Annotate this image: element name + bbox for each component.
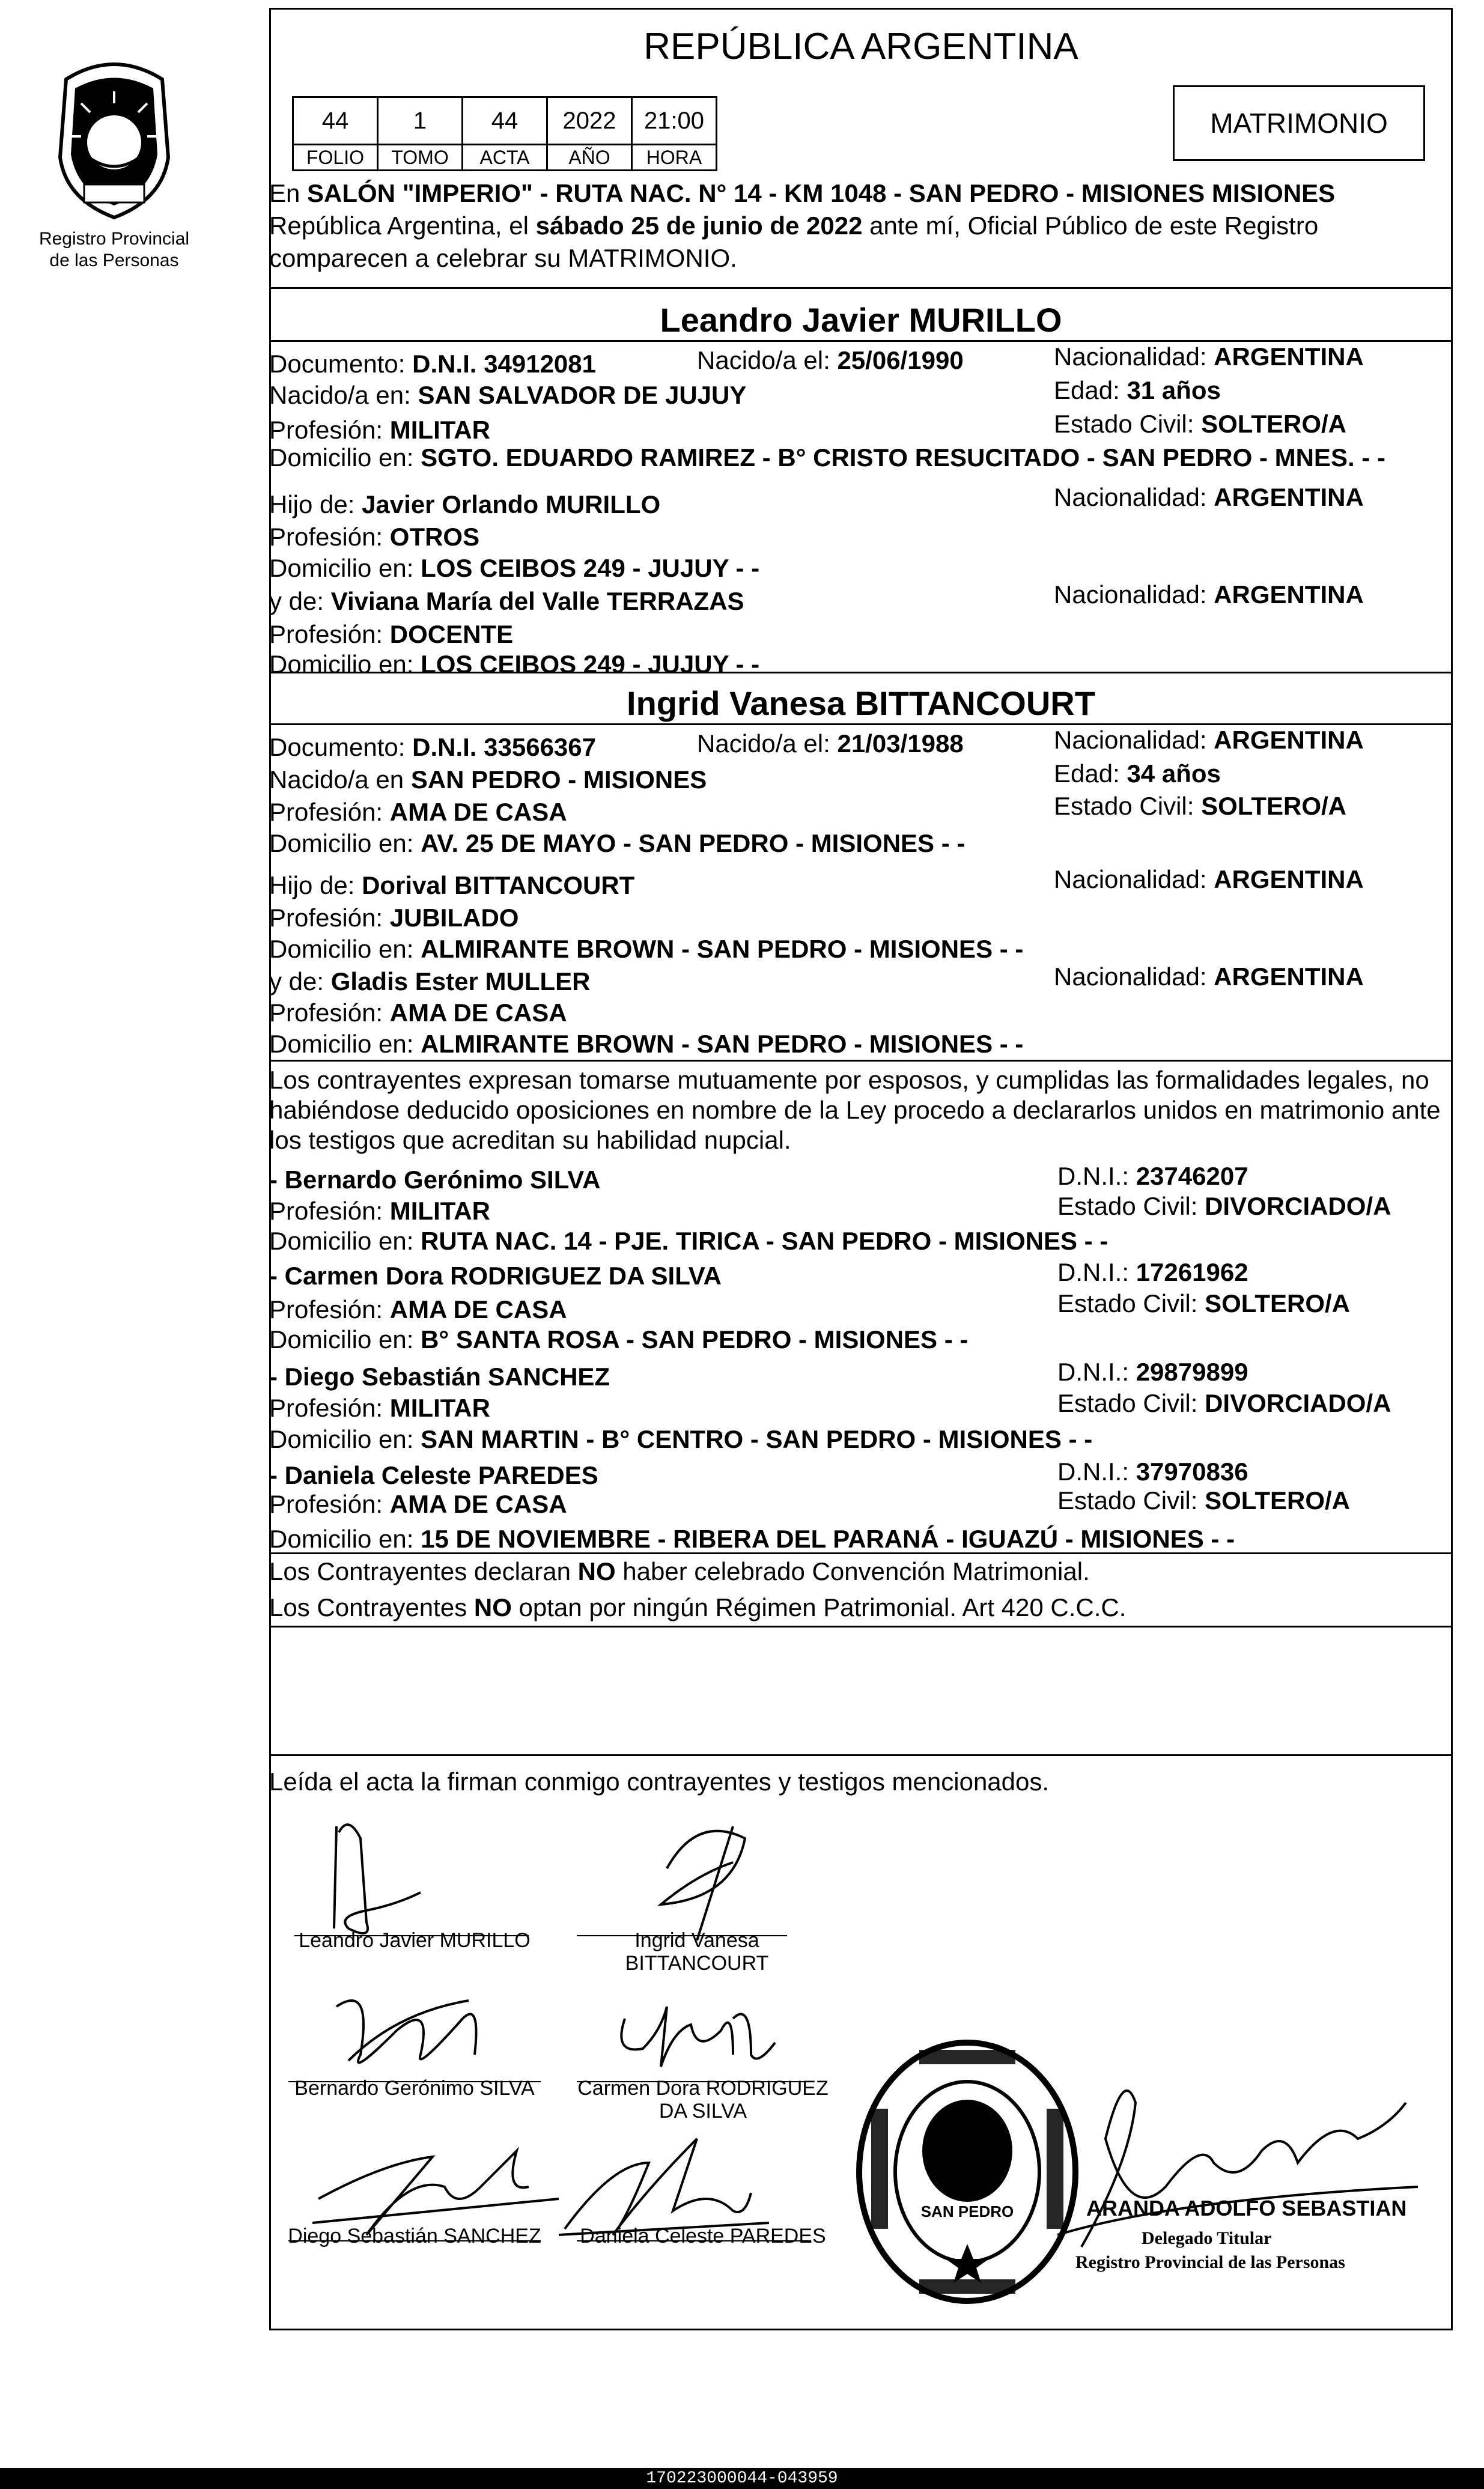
official-office: Registro Provincial de las Personas xyxy=(1075,2252,1345,2272)
groom-father-profession: Profesión: OTROS xyxy=(269,523,480,551)
registry-caption-2: de las Personas xyxy=(49,251,179,270)
sig-groom-name: Leandro Javier MURILLO xyxy=(299,1929,531,1952)
registry-logo xyxy=(42,55,186,223)
misiones-shield-icon xyxy=(42,55,186,223)
convention-line-1: Los Contrayentes declaran NO haber celebrado Convención Matrimonial. xyxy=(269,1557,1090,1585)
sig-w2-name-2: DA SILVA xyxy=(658,2100,747,2123)
sig-w3-name: Diego Sebastián SANCHEZ xyxy=(288,2225,541,2247)
groom-signature-icon xyxy=(334,1825,421,1933)
anio-value: 2022 xyxy=(547,97,632,145)
registry-caption-1: Registro Provincial xyxy=(38,229,190,249)
groom-documento: Documento: D.N.I. 34912081 xyxy=(269,350,596,378)
bride-civil-status: Estado Civil: SOLTERO/A xyxy=(1054,792,1346,820)
witness-4-dni: D.N.I.: 37970836 xyxy=(1057,1457,1248,1486)
witness-1-name: - Bernardo Gerónimo SILVA xyxy=(269,1165,601,1194)
groom-mother-domicile: Domicilio en: LOS CEIBOS 249 - JUJUY - - xyxy=(269,650,760,678)
groom-mother-nationality: Nacionalidad: ARGENTINA xyxy=(1054,580,1364,609)
groom-nacionalidad: Nacionalidad: ARGENTINA xyxy=(1054,342,1364,371)
bride-name-heading: Ingrid Vanesa BITTANCOURT xyxy=(627,684,1095,722)
acta-value: 44 xyxy=(463,97,547,145)
bride-mother: y de: Gladis Ester MULLER xyxy=(269,967,591,995)
groom-name-heading: Leandro Javier MURILLO xyxy=(660,301,1062,339)
witness-2-civil-status: Estado Civil: SOLTERO/A xyxy=(1057,1289,1350,1317)
sig-w2-name-1: Carmen Dora RODRIGUEZ xyxy=(577,2077,829,2100)
bride-father-nationality: Nacionalidad: ARGENTINA xyxy=(1054,865,1364,893)
tomo-label: TOMO xyxy=(378,145,463,171)
witness-1-profession: Profesión: MILITAR xyxy=(269,1197,490,1225)
witness-3-civil-status: Estado Civil: DIVORCIADO/A xyxy=(1057,1389,1391,1417)
witness-3-name: - Diego Sebastián SANCHEZ xyxy=(269,1363,610,1391)
groom-mother-profession: Profesión: DOCENTE xyxy=(269,620,514,648)
anio-label: AÑO xyxy=(547,145,632,171)
official-role: Delegado Titular xyxy=(1142,2228,1272,2248)
page-title: REPÚBLICA ARGENTINA xyxy=(643,26,1078,67)
bride-mother-nationality: Nacionalidad: ARGENTINA xyxy=(1054,962,1364,991)
closing-statement: Leída el acta la firman conmigo contrayentes y testigos mencionados. xyxy=(269,1767,1050,1796)
registry-fields-table xyxy=(292,96,717,171)
witness-1-domicile: Domicilio en: RUTA NAC. 14 - PJE. TIRICA - SAN PEDRO - MISIONES - - xyxy=(269,1227,1108,1255)
groom-father-domicile: Domicilio en: LOS CEIBOS 249 - JUJUY - - xyxy=(269,554,760,582)
witness-3-profession: Profesión: MILITAR xyxy=(269,1394,490,1422)
declaration-line-1: Los contrayentes expresan tomarse mutuamente por esposos, y cumplidas las formalidades legales, no xyxy=(269,1066,1429,1094)
document-type-box: MATRIMONIO xyxy=(1173,85,1425,161)
witness-2-dni: D.N.I.: 17261962 xyxy=(1057,1258,1248,1286)
declaration-line-3: los testigos que acreditan su habilidad nupcial. xyxy=(269,1126,791,1154)
bride-father-profession: Profesión: JUBILADO xyxy=(269,904,519,932)
witness-2-domicile: Domicilio en: B° SANTA ROSA - SAN PEDRO - MISIONES - - xyxy=(269,1325,969,1354)
witness4-signature-icon xyxy=(559,2139,769,2235)
sig-w1-name: Bernardo Gerónimo SILVA xyxy=(294,2077,535,2100)
witness1-signature-icon xyxy=(336,2001,476,2062)
folio-value: 44 xyxy=(293,97,378,145)
witness2-signature-icon xyxy=(621,2007,775,2067)
tomo-value: 1 xyxy=(378,97,463,145)
hora-value: 21:00 xyxy=(632,97,717,145)
intro-line-3: comparecen a celebrar su MATRIMONIO. xyxy=(269,244,737,272)
sig-bride-name-1: Ingrid Vanesa xyxy=(634,1929,759,1952)
sig-w4-name: Daniela Celeste PAREDES xyxy=(580,2225,826,2247)
declaration-line-2: habiéndose deducido oposiciones en nombre de la Ley procedo a declararlos unidos en matrimonio ante xyxy=(269,1096,1441,1124)
bride-profession: Profesión: AMA DE CASA xyxy=(269,798,567,826)
witness-1-dni: D.N.I.: 23746207 xyxy=(1057,1162,1248,1190)
folio-label: FOLIO xyxy=(293,145,378,171)
bride-documento: Documento: D.N.I. 33566367 xyxy=(269,733,596,761)
bride-mother-domicile: Domicilio en: ALMIRANTE BROWN - SAN PEDRO - MISIONES - - xyxy=(269,1030,1024,1058)
groom-father-nationality: Nacionalidad: ARGENTINA xyxy=(1054,483,1364,511)
witness-3-domicile: Domicilio en: SAN MARTIN - B° CENTRO - SAN PEDRO - MISIONES - - xyxy=(269,1425,1093,1453)
witness-4-civil-status: Estado Civil: SOLTERO/A xyxy=(1057,1486,1350,1515)
intro-line-1: En SALÓN "IMPERIO" - RUTA NAC. N° 14 - KM 1048 - SAN PEDRO - MISIONES MISIONES xyxy=(269,179,1336,207)
bride-birthplace: Nacido/a en SAN PEDRO - MISIONES xyxy=(269,765,707,794)
bride-age: Edad: 34 años xyxy=(1054,759,1221,788)
groom-age: Edad: 31 años xyxy=(1054,376,1221,404)
witness-4-profession: Profesión: AMA DE CASA xyxy=(269,1490,567,1518)
convention-line-2: Los Contrayentes NO optan por ningún Régimen Patrimonial. Art 420 C.C.C. xyxy=(269,1593,1127,1621)
witness3-signature-icon xyxy=(312,2151,559,2235)
witness-3-dni: D.N.I.: 29879899 xyxy=(1057,1358,1248,1386)
witness-1-civil-status: Estado Civil: DIVORCIADO/A xyxy=(1057,1192,1391,1220)
groom-profession: Profesión: MILITAR xyxy=(269,416,490,444)
acta-label: ACTA xyxy=(463,145,547,171)
registry-seal-icon xyxy=(853,2037,1081,2307)
bride-father: Hijo de: Dorival BITTANCOURT xyxy=(269,871,635,899)
groom-domicile: Domicilio en: SGTO. EDUARDO RAMIREZ - B° CRISTO RESUCITADO - SAN PEDRO - MNES. - - xyxy=(269,443,1385,472)
sig-bride-name-2: BITTANCOURT xyxy=(625,1952,769,1975)
witness-4-domicile: Domicilio en: 15 DE NOVIEMBRE - RIBERA DEL PARANÁ - IGUAZÚ - MISIONES - - xyxy=(269,1525,1235,1553)
groom-birthdate: Nacido/a el: 25/06/1990 xyxy=(697,346,964,374)
groom-father: Hijo de: Javier Orlando MURILLO xyxy=(269,490,661,518)
svg-text:SAN PEDRO: SAN PEDRO xyxy=(920,2202,1014,2220)
bride-birthdate: Nacido/a el: 21/03/1988 xyxy=(697,729,964,758)
footer-document-code: 170223000044-043959 xyxy=(646,2469,838,2488)
intro-line-2: República Argentina, el sábado 25 de junio de 2022 ante mí, Oficial Público de este Registro xyxy=(269,211,1319,240)
bride-father-domicile: Domicilio en: ALMIRANTE BROWN - SAN PEDRO - MISIONES - - xyxy=(269,935,1024,963)
groom-birthplace: Nacido/a en: SAN SALVADOR DE JUJUY xyxy=(269,381,747,409)
witness-4-name: - Daniela Celeste PAREDES xyxy=(269,1461,598,1489)
bride-signature-icon xyxy=(661,1826,745,1940)
official-name: ARANDA ADOLFO SEBASTIAN xyxy=(1086,2196,1407,2220)
witness-2-name: - Carmen Dora RODRIGUEZ DA SILVA xyxy=(269,1262,722,1290)
groom-mother: y de: Viviana María del Valle TERRAZAS xyxy=(269,587,744,615)
hora-label: HORA xyxy=(632,145,717,171)
empty-notes-area xyxy=(269,1627,1453,1754)
bride-domicile: Domicilio en: AV. 25 DE MAYO - SAN PEDRO - MISIONES - - xyxy=(269,829,966,857)
bride-mother-profession: Profesión: AMA DE CASA xyxy=(269,998,567,1027)
official-seal xyxy=(853,2037,1081,2307)
groom-civil-status: Estado Civil: SOLTERO/A xyxy=(1054,410,1346,438)
bride-nacionalidad: Nacionalidad: ARGENTINA xyxy=(1054,726,1364,754)
witness-2-profession: Profesión: AMA DE CASA xyxy=(269,1295,567,1324)
